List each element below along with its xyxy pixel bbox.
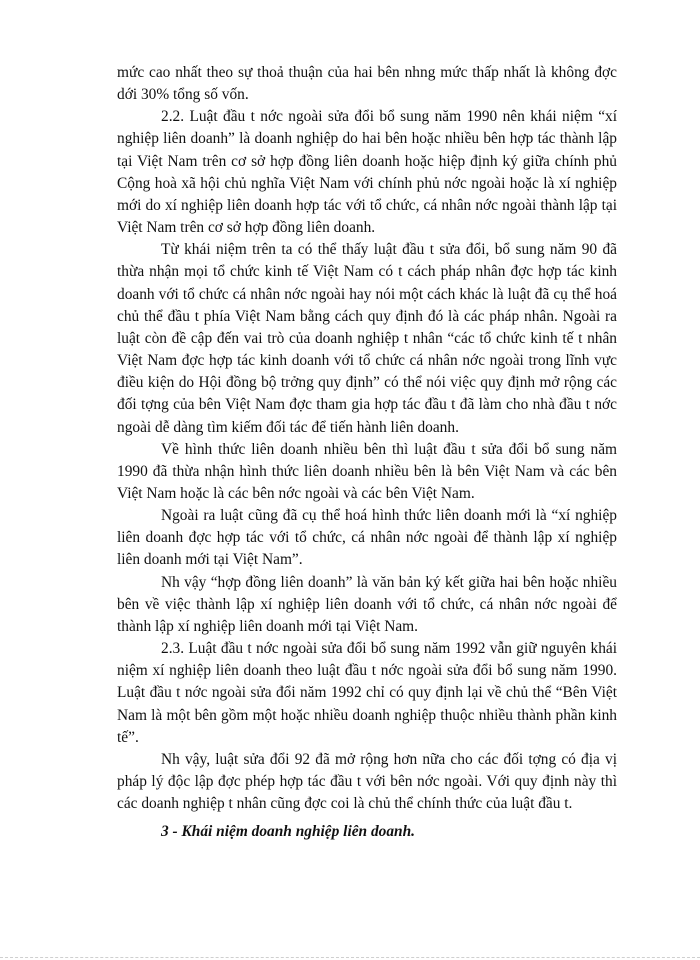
section-heading: 3 - Khái niệm doanh nghiệp liên doanh. (161, 823, 416, 841)
paragraph-2-2: 2.2. Luật đầu t nớc ngoài sửa đổi bổ sung năm 1990 nên khái niệm “xí nghiệp liên doanh” là doanh nghiệp do hai bên hoặc nhiều bên hợp tác thành lập tại Việt Nam trên cơ sở hợp đồng liên doanh hoặc hiệp định ký giữa chính phủ Cộng hoà xã hội chủ nghĩa Việt Nam với chính phủ nớc ngoài hoặc là xí nghiệp mới do xí nghiệp liên doanh hợp tác với tổ chức, cá nhân nớc ngoài thành lập tại Việt Nam trên cơ sở hợp đồng liên doanh. (117, 108, 617, 237)
paragraph-new-form: Ngoài ra luật cũng đã cụ thể hoá hình thức liên doanh mới là “xí nghiệp liên doanh đợc hợp tác với tổ chức, cá nhân nớc ngoài để thành lập xí nghiệp liên doanh mới tại Việt Nam”. (117, 507, 617, 569)
page-bottom-divider (0, 957, 700, 958)
document-page (117, 62, 617, 843)
paragraph-concept-analysis: Từ khái niệm trên ta có thể thấy luật đầu t sửa đổi, bổ sung năm 90 đã thừa nhận mọi tổ chức kinh tế Việt Nam có t cách pháp nhân đợc hợp tác kinh doanh với tổ chức cá nhân nớc ngoài hay nói một cách khác là luật đã cụ thể hoá chủ thể đầu t phía Việt Nam bằng cách quy định đó là các pháp nhân. Ngoài ra luật còn đề cập đến vai trò của doanh nghiệp t nhân “các tổ chức kinh tế t nhân Việt Nam đợc hợp tác kinh doanh với tổ chức cá nhân nớc ngoài trong lĩnh vực điều kiện do Hội đồng bộ trởng quy định” có thể nói việc quy định mở rộng các đối tợng của bên Việt Nam đợc tham gia hợp tác đầu t đã làm cho nhà đầu t nớc ngoài dễ dàng tìm kiếm đối tác để tiến hành liên doanh. (117, 241, 617, 436)
paragraph-contract-definition: Nh vậy “hợp đồng liên doanh” là văn bản ký kết giữa hai bên hoặc nhiều bên về việc thành lập xí nghiệp liên doanh với tổ chức, cá nhân nớc ngoài để thành lập xí nghiệp liên doanh mới tại Việt Nam. (117, 573, 617, 635)
paragraph-2-3: 2.3. Luật đầu t nớc ngoài sửa đổi bổ sung năm 1992 vẫn giữ nguyên khái niệm xí nghiệp liên doanh theo luật đầu t nớc ngoài sửa đổi bổ sung năm 1990. Luật đầu t nớc ngoài sửa đổi năm 1992 chỉ có quy định lại về chủ thể “Bên Việt Nam là một bên gồm một hoặc nhiều doanh nghiệp thuộc nhiều thành phần kinh tế”. (117, 640, 617, 746)
paragraph-conclusion: Nh vậy, luật sửa đổi 92 đã mở rộng hơn nữa cho các đối tợng có địa vị pháp lý độc lập đợc phép hợp tác đầu t với bên nớc ngoài. Với quy định này thì các doanh nghiệp t nhân cũng đợc coi là chủ thể chính thức của luật đầu t. (117, 750, 617, 813)
paragraph-continuation: mức cao nhất theo sự thoả thuận của hai bên nhng mức thấp nhất là không đợc dới 30% tổng số vốn. (117, 64, 617, 104)
paragraph-multi-party: Về hình thức liên doanh nhiều bên thì luật đầu t sửa đổi bổ sung năm 1990 đã thừa nhận hình thức liên doanh nhiều bên là bên Việt Nam và các bên Việt Nam hoặc là các bên nớc ngoài và các bên Việt Nam. (117, 440, 617, 502)
